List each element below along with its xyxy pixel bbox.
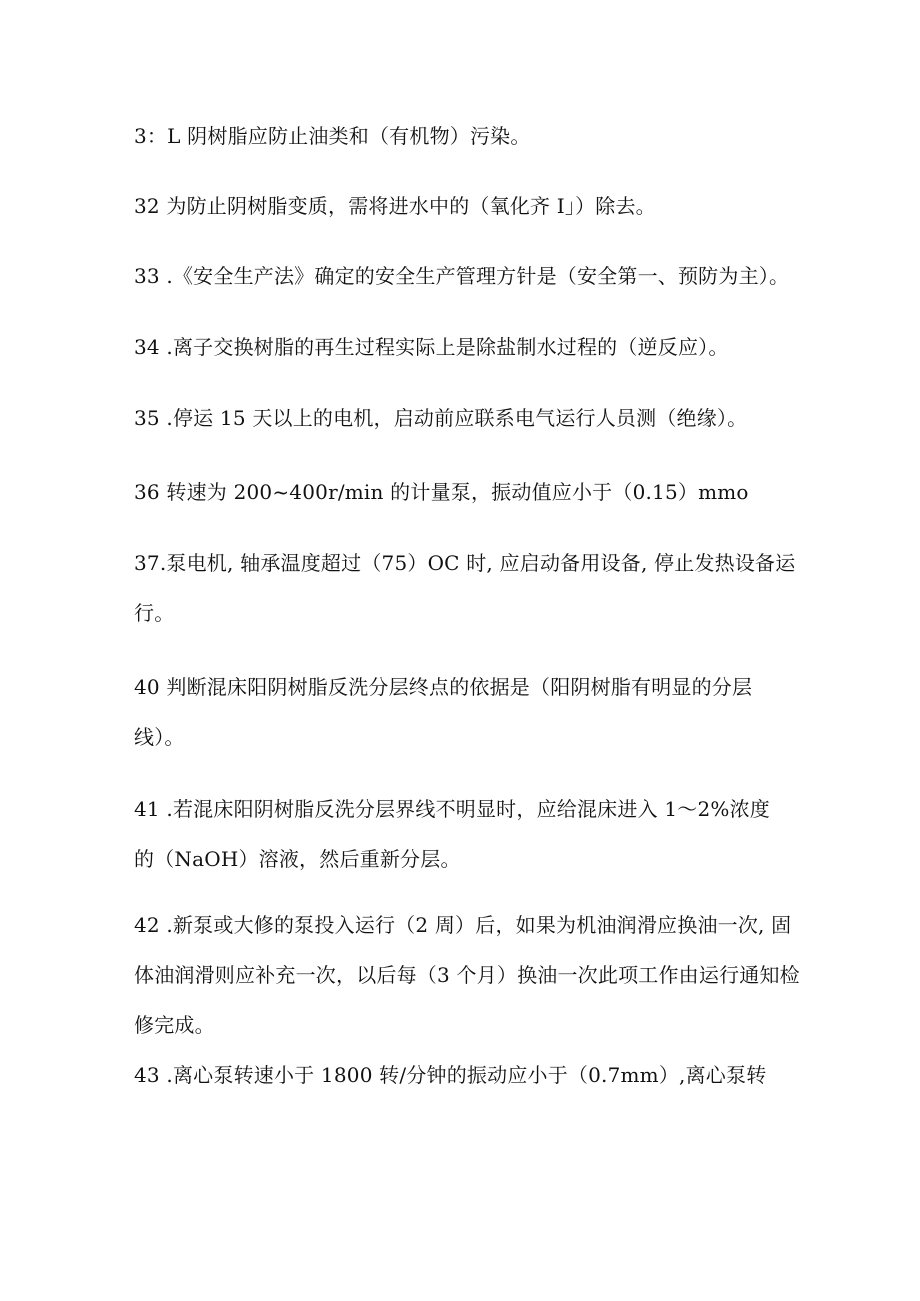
text-line-q42-cont2: 修完成。 xyxy=(134,1013,215,1037)
text-line-q43: 43 .离心泵转速小于 1800 转/分钟的振动应小于（0.7mm）,离心泵转 xyxy=(134,1063,767,1087)
text-line-q41: 41 .若混床阳阴树脂反洗分层界线不明显时，应给混床进入 1～2%浓度 xyxy=(134,797,770,821)
text-line-q31: 3：L 阴树脂应防止油类和（有机物）污染。 xyxy=(134,124,531,148)
text-line-q42-cont1: 体油润滑则应补充一次，以后每（3 个月）换油一次此项工作由运行通知检 xyxy=(134,963,800,987)
text-line-q40: 40 判断混床阳阴树脂反洗分层终点的依据是（阳阴树脂有明显的分层 xyxy=(134,675,753,699)
text-line-q36: 36 转速为 200~400r/min 的计量泵，振动值应小于（0.15）mmo xyxy=(134,480,749,504)
text-line-q33: 33 .《安全生产法》确定的安全生产管理方针是（安全第一、预防为主）。 xyxy=(134,264,790,288)
text-line-q34: 34 .离子交换树脂的再生过程实际上是除盐制水过程的（逆反应）。 xyxy=(134,335,729,359)
text-line-q42: 42 .新泵或大修的泵投入运行（2 周）后，如果为机油润滑应换油一次, 固 xyxy=(134,913,792,937)
text-line-q35: 35 .停运 15 天以上的电机，启动前应联系电气运行人员测（绝缘）。 xyxy=(134,406,748,430)
text-line-q41-cont: 的（NaOH）溶液，然后重新分层。 xyxy=(134,847,461,871)
text-line-q37: 37.泵电机, 轴承温度超过（75）OC 时, 应启动备用设备, 停止发热设备运 xyxy=(134,551,796,575)
text-line-q37-cont: 行。 xyxy=(134,601,175,625)
text-line-q32: 32 为防止阴树脂变质，需将进水中的（氧化齐 I」）除去。 xyxy=(134,194,656,218)
text-line-q40-cont: 线）。 xyxy=(134,725,185,749)
